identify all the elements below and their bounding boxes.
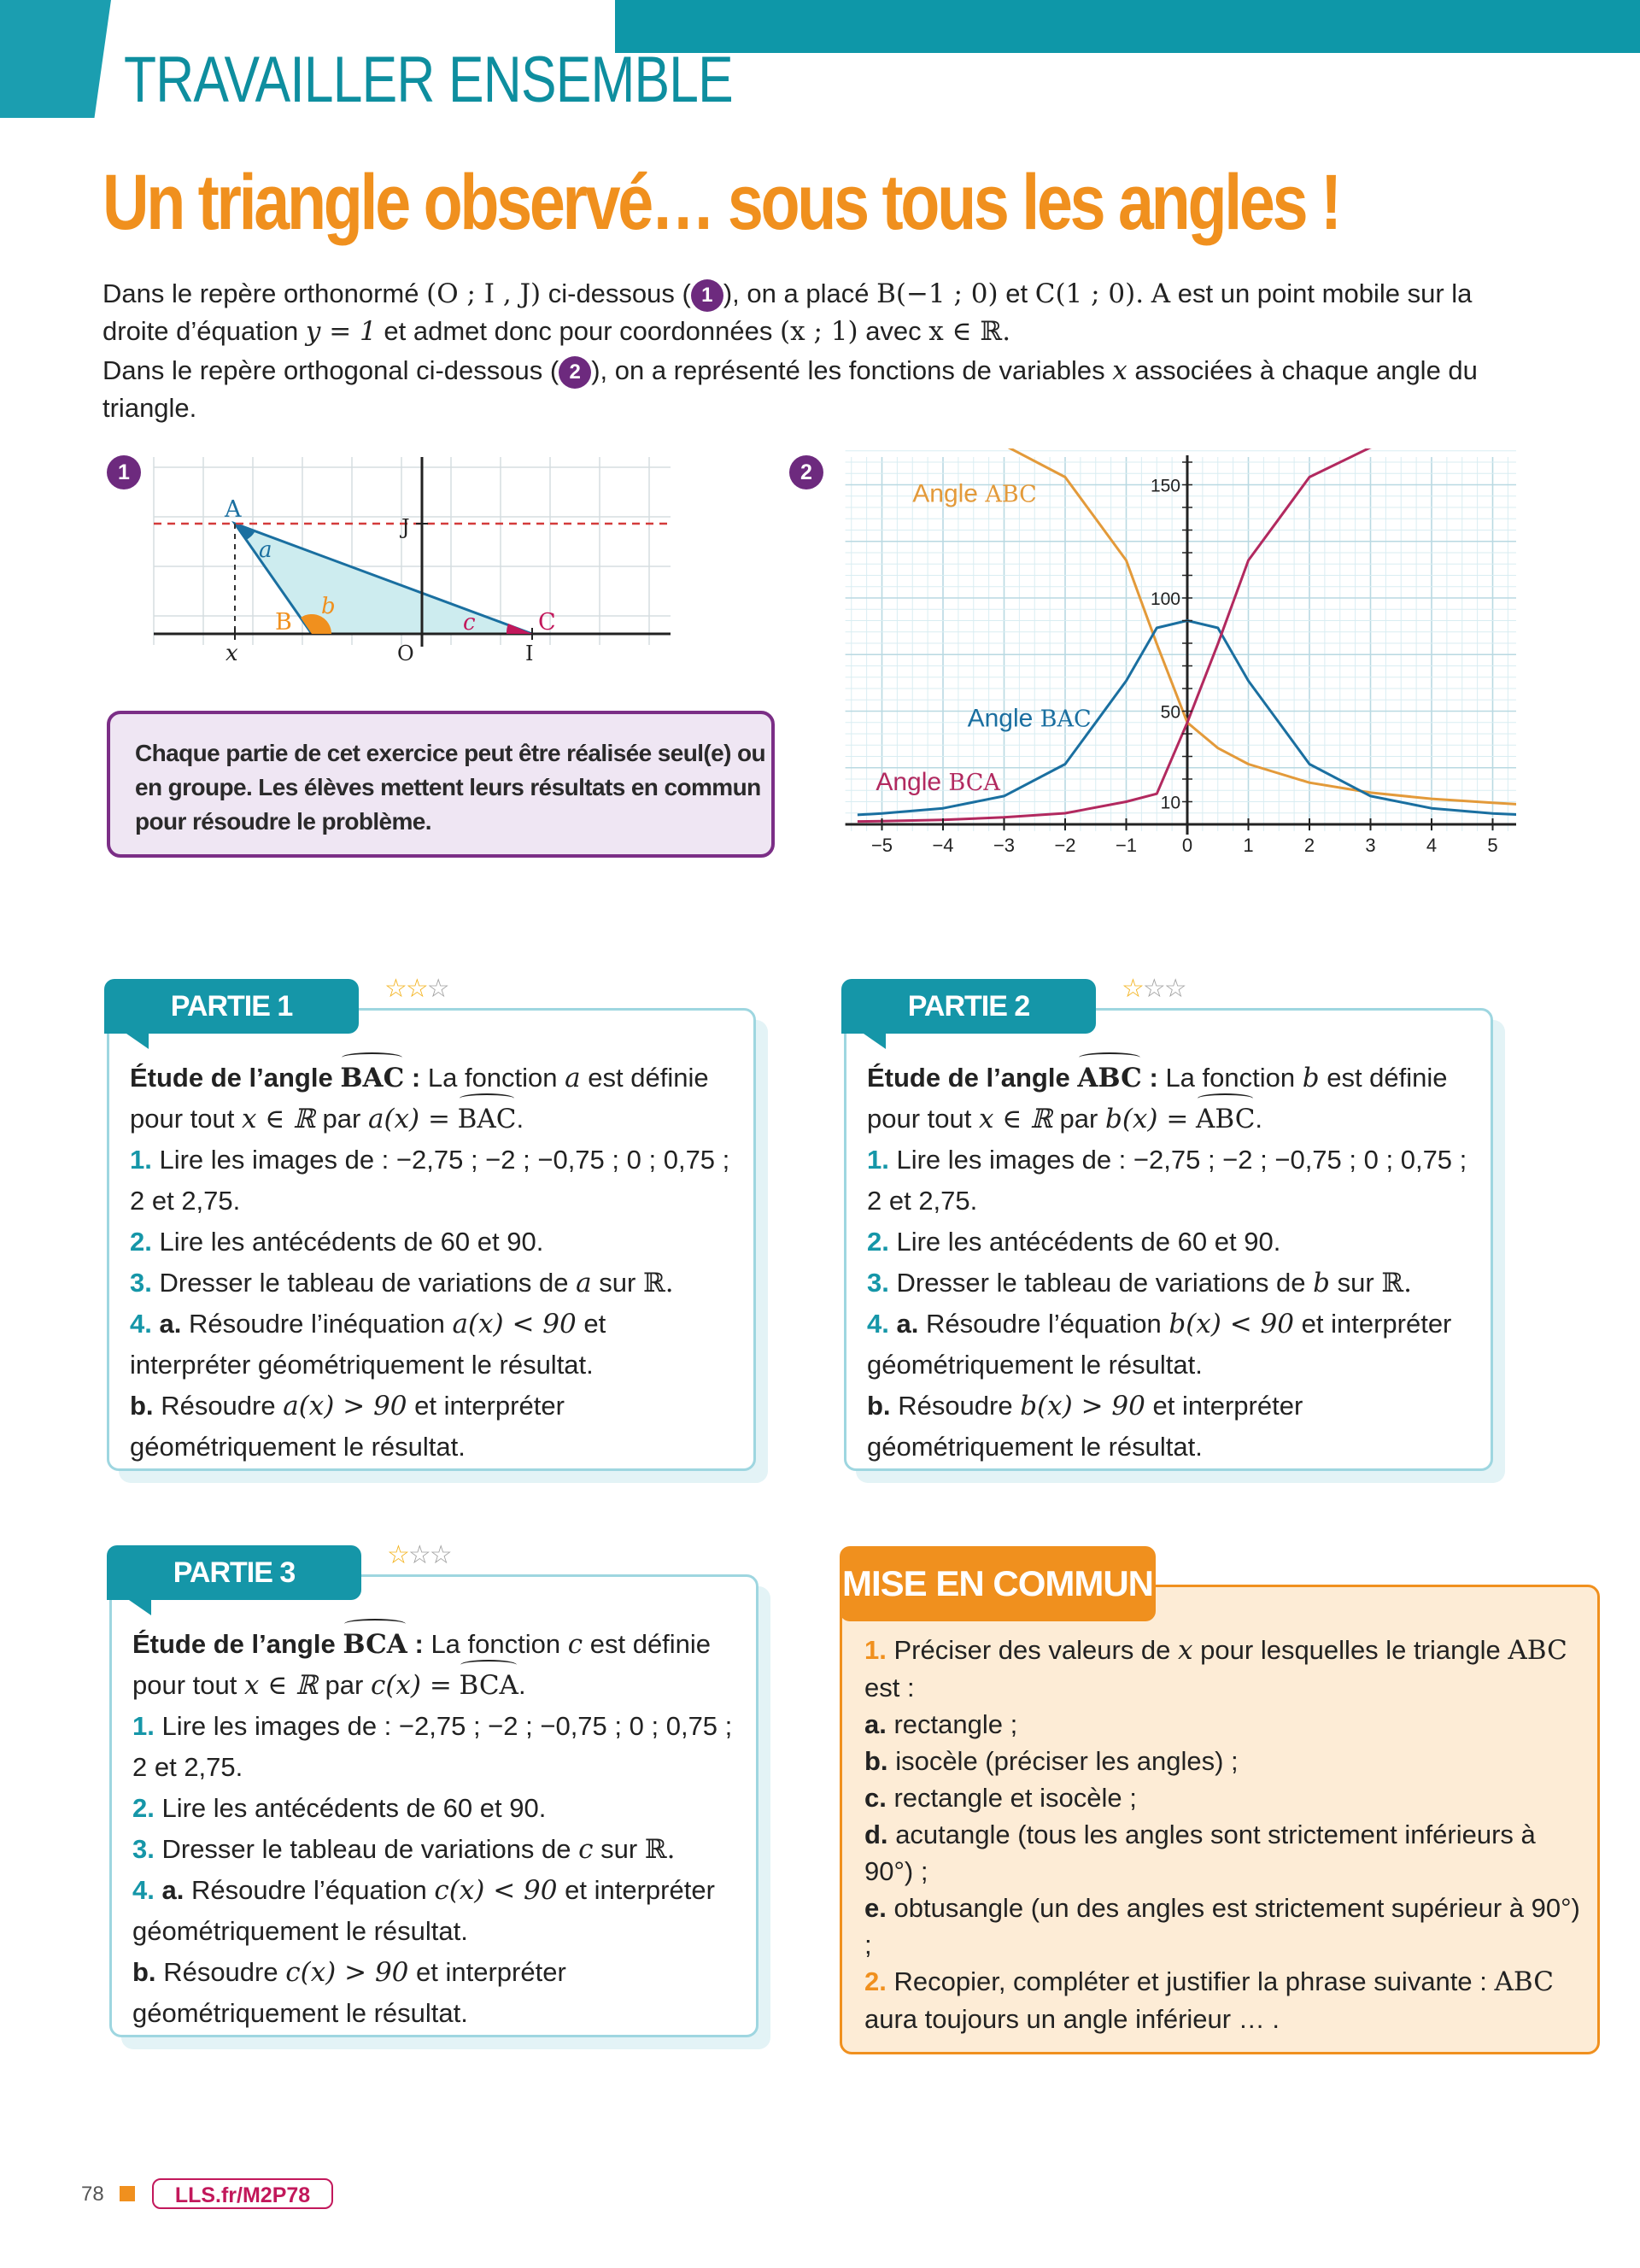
point-a-coords: (x ; 1): [780, 316, 858, 347]
footer-square-icon: [120, 2186, 135, 2201]
partie-1-content: Étude de l’angle BAC : La fonction a est définie pour tout x ∈ ℝ par a(x) = BAC. 1. Lire les images de : −2,75 ; −2 ; −0,75 ; 0 ; 0,75 ; 2 et 2,75. 2. Lire les antécédents de 60 et 90. 3. Dresser le tableau de variations de a sur ℝ. 4. a. Résoudre l’inéquation a(x) < 90 et interpréter géométriquement le résultat. b. Résoudre a(x) > 90 et interpréter géométriquement le résultat.: [130, 1058, 732, 1468]
intro-text: ci-dessous (: [548, 278, 691, 308]
title-colon: :: [414, 1629, 424, 1659]
legend-label: Angle BAC: [967, 704, 1092, 733]
point-c-coords: C(1 ; 0).: [1034, 278, 1145, 309]
x-tick-label: 2: [1303, 835, 1315, 856]
text: et interpréter géométriquement le résultat.: [130, 1309, 606, 1380]
item-rectangle-isocele: rectangle et isocèle ;: [893, 1783, 1137, 1813]
question-number: 1.: [864, 1635, 887, 1665]
text: et interpréter géométriquement le résultat.: [132, 1957, 566, 2028]
partie-3-title: Étude de l’angle: [132, 1629, 336, 1659]
question-2: Lire les antécédents de 60 et 90.: [161, 1793, 547, 1823]
variable-x: x: [1112, 355, 1128, 386]
item-rectangle: rectangle ;: [893, 1709, 1018, 1739]
definition: a(x) =: [367, 1104, 450, 1134]
text: La fonction: [427, 1063, 558, 1093]
inequality: c(x) > 90: [285, 1957, 409, 1988]
partie-2-title: Étude de l’angle: [867, 1063, 1070, 1093]
note-text: Chaque partie de cet exercice peut être réalisée seul(e) ou en groupe. Les élèves mettent leurs résultats en commun pour résoudre le problème.: [135, 740, 766, 835]
mise-en-commun-content: [864, 1632, 1582, 2037]
intro-text: Dans le repère orthogonal ci-dessous (: [102, 355, 559, 385]
star-filled-icon: ☆☆: [384, 975, 427, 1003]
partie-2-tab-tail: [864, 1034, 886, 1049]
label-x: x: [226, 641, 238, 666]
point-a-label: A: [1151, 278, 1171, 309]
sub-label: a.: [159, 1309, 182, 1339]
question-3: Dresser le tableau de variations de: [159, 1268, 569, 1298]
sub-label: a.: [161, 1875, 184, 1905]
domain-notation: x ∈ ℝ.: [928, 316, 1011, 347]
label-o: O: [397, 642, 414, 665]
figure-1-badge-inline: 1: [691, 279, 723, 312]
question-4b: Résoudre: [163, 1957, 278, 1987]
angle-c-marker: [507, 624, 532, 634]
text: aura toujours un angle inférieur … .: [864, 2004, 1280, 2034]
partie-3-difficulty: [387, 1540, 451, 1570]
text: par: [1059, 1104, 1098, 1134]
label-angle-c: c: [463, 610, 476, 636]
question-number: 3.: [132, 1834, 155, 1864]
legend-label: Angle BCA: [876, 768, 1000, 796]
figure-1-badge: 1: [107, 455, 141, 489]
text: sur: [599, 1268, 636, 1298]
frame-notation: (O ; I , J): [426, 278, 542, 309]
intro-paragraph-1: [102, 275, 1512, 350]
legend-label: Angle ABC: [912, 479, 1037, 508]
item-label: c.: [864, 1783, 887, 1813]
angle-bca: BCA: [343, 1624, 407, 1665]
section-title: TRAVAILLER ENSEMBLE: [124, 44, 733, 116]
partie-2-tab: PARTIE 2: [841, 979, 1096, 1034]
intro-text: ), on a représenté les fonctions de variables: [591, 355, 1105, 385]
text: sur: [1337, 1268, 1374, 1298]
intro-text: est un point mobile sur la droite d’équation: [102, 278, 1473, 346]
question-1: Lire les images de : −2,75 ; −2 ; −0,75 ; 0 ; 0,75 ; 2 et 2,75.: [130, 1145, 730, 1216]
item-label: d.: [864, 1820, 888, 1849]
set-r: ℝ.: [644, 1834, 676, 1865]
angle-bac: BAC: [458, 1099, 517, 1140]
question-4a: Résoudre l’inéquation: [188, 1309, 445, 1339]
domain: x ∈ ℝ: [242, 1104, 315, 1134]
domain: x ∈ ℝ: [244, 1670, 318, 1701]
angles-chart: [841, 448, 1516, 863]
header-corner-decoration: [0, 0, 111, 118]
question-number: 1.: [132, 1711, 155, 1741]
item-isocele: isocèle (préciser les angles) ;: [895, 1746, 1239, 1776]
item-label: b.: [864, 1746, 888, 1776]
inequality: c(x) < 90: [434, 1875, 558, 1906]
definition: b(x) =: [1104, 1104, 1189, 1134]
triangle-name: ABC: [1494, 1966, 1554, 1997]
legend-angle-name: BCA: [948, 770, 1000, 796]
x-tick-label: −1: [1115, 835, 1138, 856]
chart-legend: [876, 480, 1091, 797]
text: et interpréter géométriquement le résultat.: [867, 1391, 1303, 1462]
intro-text: et admet donc pour coordonnées: [384, 316, 773, 346]
partie-3-tab-tail: [129, 1600, 151, 1615]
question-2: Lire les antécédents de 60 et 90.: [896, 1227, 1281, 1257]
question-number: 3.: [867, 1268, 889, 1298]
text: est définie pour tout: [130, 1063, 709, 1134]
partie-1-title: Étude de l’angle: [130, 1063, 333, 1093]
partie-3-content: Étude de l’angle BCA : La fonction c est définie pour tout x ∈ ℝ par c(x) = BCA. 1. Lire les images de : −2,75 ; −2 ; −0,75 ; 0 ; 0,75 ; 2 et 2,75. 2. Lire les antécédents de 60 et 90. 3. Dresser le tableau de variations de c sur ℝ. 4. a. Résoudre l’équation c(x) < 90 et interpréter géométriquement le résultat. b. Résoudre c(x) > 90 et interpréter géométriquement le résultat.: [132, 1624, 735, 2034]
x-tick-label: −4: [932, 835, 954, 856]
figure-1-triangle: [137, 448, 692, 679]
x-tick-label: 1: [1243, 835, 1254, 856]
y-tick-label: 10: [1160, 793, 1180, 813]
x-tick-label: −2: [1054, 835, 1076, 856]
text: pour lesquelles le triangle: [1200, 1635, 1501, 1665]
angle-bac: BAC: [340, 1058, 404, 1099]
partie-2-content: Étude de l’angle ABC : La fonction b est définie pour tout x ∈ ℝ par b(x) = ABC. 1. Lire les images de : −2,75 ; −2 ; −0,75 ; 0 ; 0,75 ; 2 et 2,75. 2. Lire les antécédents de 60 et 90. 3. Dresser le tableau de variations de b sur ℝ. 4. a. Résoudre l’équation b(x) < 90 et interpréter géométriquement le résultat. b. Résoudre b(x) > 90 et interpréter géométriquement le résultat.: [867, 1058, 1469, 1468]
question-number: 2.: [132, 1793, 155, 1823]
angle-abc: ABC: [1196, 1099, 1255, 1140]
text: La fonction: [430, 1629, 561, 1659]
y-tick-label: 50: [1160, 702, 1180, 723]
x-tick-label: 5: [1487, 835, 1498, 856]
legend-angle-name: ABC: [985, 481, 1037, 508]
sub-label: b.: [132, 1957, 156, 1987]
intro-text: ), on a placé: [723, 278, 870, 308]
figure-2-badge: 2: [789, 455, 823, 489]
x-tick-label: −5: [870, 835, 893, 856]
x-tick-label: 0: [1181, 835, 1193, 856]
line-equation: y = 1: [305, 316, 377, 347]
question-4b: Résoudre: [161, 1391, 276, 1421]
legend-angle-name: BAC: [1040, 706, 1092, 733]
lls-link[interactable]: LLS.fr/M2P78: [152, 2178, 333, 2209]
intro-paragraph-2: [102, 352, 1512, 427]
question-1: Lire les images de : −2,75 ; −2 ; −0,75 ; 0 ; 0,75 ; 2 et 2,75.: [867, 1145, 1467, 1216]
mise-en-commun-tab: MISE EN COMMUN: [840, 1546, 1156, 1621]
page-number: 78: [81, 2183, 104, 2206]
partie-1-tab: PARTIE 1: [104, 979, 359, 1034]
point-b-coords: B(−1 ; 0): [876, 278, 999, 309]
text: Préciser des valeurs de: [893, 1635, 1171, 1665]
set-r: ℝ.: [642, 1268, 674, 1298]
star-filled-icon: ☆: [387, 1541, 408, 1569]
angle-abc: ABC: [1077, 1058, 1142, 1099]
text: La fonction: [1165, 1063, 1296, 1093]
function-name: c: [578, 1834, 594, 1865]
question-number: 1.: [867, 1145, 889, 1175]
question-4b: Résoudre: [898, 1391, 1013, 1421]
x-tick-label: 3: [1365, 835, 1376, 856]
figure-2-badge-inline: 2: [559, 356, 591, 389]
item-acutangle: acutangle (tous les angles sont strictement inférieurs à 90°) ;: [864, 1820, 1536, 1886]
label-i: I: [525, 642, 534, 665]
y-tick-label: 100: [1150, 589, 1180, 609]
title-colon: :: [411, 1063, 421, 1093]
text: et interpréter géométriquement le résultat.: [132, 1875, 715, 1946]
partie-1-tab-tail: [126, 1034, 149, 1049]
label-c-point: C: [538, 609, 556, 636]
function-name: a: [576, 1268, 592, 1298]
x-tick-label: 4: [1426, 835, 1438, 856]
sub-label: b.: [130, 1391, 154, 1421]
text: par: [325, 1670, 364, 1700]
question-number: 4.: [130, 1309, 152, 1339]
question-3: Dresser le tableau de variations de: [896, 1268, 1306, 1298]
inequality: a(x) > 90: [283, 1391, 407, 1421]
partie-3-tab: PARTIE 3: [107, 1545, 361, 1600]
question-number: 2.: [864, 1966, 887, 1996]
text: et interpréter géométriquement le résultat.: [130, 1391, 565, 1462]
label-j: J: [401, 515, 410, 539]
text: est définie pour tout: [867, 1063, 1448, 1134]
item-label: a.: [864, 1709, 887, 1739]
intro-text: Dans le repère orthonormé: [102, 278, 419, 308]
page-title: Un triangle observé… sous tous les angles !: [102, 159, 1339, 246]
intro-text: et: [1005, 278, 1028, 308]
inequality: a(x) < 90: [452, 1309, 577, 1339]
label-angle-a: a: [259, 537, 272, 563]
sub-label: a.: [896, 1309, 919, 1339]
question-number: 4.: [132, 1875, 155, 1905]
y-tick-label: 150: [1150, 476, 1180, 496]
triangle-name: ABC: [1508, 1635, 1567, 1666]
angle-bca: BCA: [459, 1665, 518, 1706]
text: sur: [600, 1834, 638, 1864]
sub-label: b.: [867, 1391, 891, 1421]
partie-2-difficulty: [1122, 974, 1186, 1004]
question-number: 3.: [130, 1268, 152, 1298]
text: Recopier, compléter et justifier la phrase suivante :: [893, 1966, 1487, 1996]
label-angle-b: b: [321, 594, 336, 619]
header-band: [615, 0, 1640, 53]
question-4a: Résoudre l’équation: [190, 1875, 427, 1905]
title-colon: :: [1149, 1063, 1158, 1093]
text: et interpréter géométriquement le résultat.: [867, 1309, 1452, 1380]
item-obtusangle: obtusangle (un des angles est strictement supérieur à 90°) ;: [864, 1893, 1580, 1960]
definition: c(x) =: [370, 1670, 452, 1701]
function-name: a: [565, 1063, 581, 1093]
intro-text: avec: [865, 316, 922, 346]
variable-x: x: [1178, 1635, 1193, 1666]
star-empty-icon: ☆☆: [407, 1541, 451, 1569]
question-number: 2.: [130, 1227, 152, 1257]
x-tick-label: −3: [993, 835, 1016, 856]
domain: x ∈ ℝ: [979, 1104, 1052, 1134]
question-4a: Résoudre l’équation: [925, 1309, 1162, 1339]
text: est :: [864, 1673, 915, 1702]
question-1: Lire les images de : −2,75 ; −2 ; −0,75 ; 0 ; 0,75 ; 2 et 2,75.: [132, 1711, 733, 1782]
function-name: b: [1302, 1063, 1320, 1093]
intro-text: associées à chaque angle du triangle.: [102, 355, 1478, 423]
text: est définie pour tout: [132, 1629, 712, 1700]
question-3: Dresser le tableau de variations de: [161, 1834, 571, 1864]
star-empty-icon: ☆☆: [1142, 975, 1186, 1003]
inequality: b(x) < 90: [1168, 1309, 1294, 1339]
star-filled-icon: ☆: [1122, 975, 1143, 1003]
question-number: 2.: [867, 1227, 889, 1257]
text: par: [322, 1104, 361, 1134]
set-r: ℝ.: [1381, 1268, 1412, 1298]
item-label: e.: [864, 1893, 887, 1923]
partie-1-difficulty: [384, 974, 448, 1004]
label-a-point: A: [225, 496, 242, 523]
function-name: c: [567, 1629, 583, 1660]
question-2: Lire les antécédents de 60 et 90.: [159, 1227, 544, 1257]
star-empty-icon: ☆: [426, 975, 448, 1003]
function-name: b: [1313, 1268, 1331, 1298]
inequality: b(x) > 90: [1020, 1391, 1145, 1421]
label-b-point: B: [275, 609, 292, 636]
question-number: 1.: [130, 1145, 152, 1175]
question-number: 4.: [867, 1309, 889, 1339]
